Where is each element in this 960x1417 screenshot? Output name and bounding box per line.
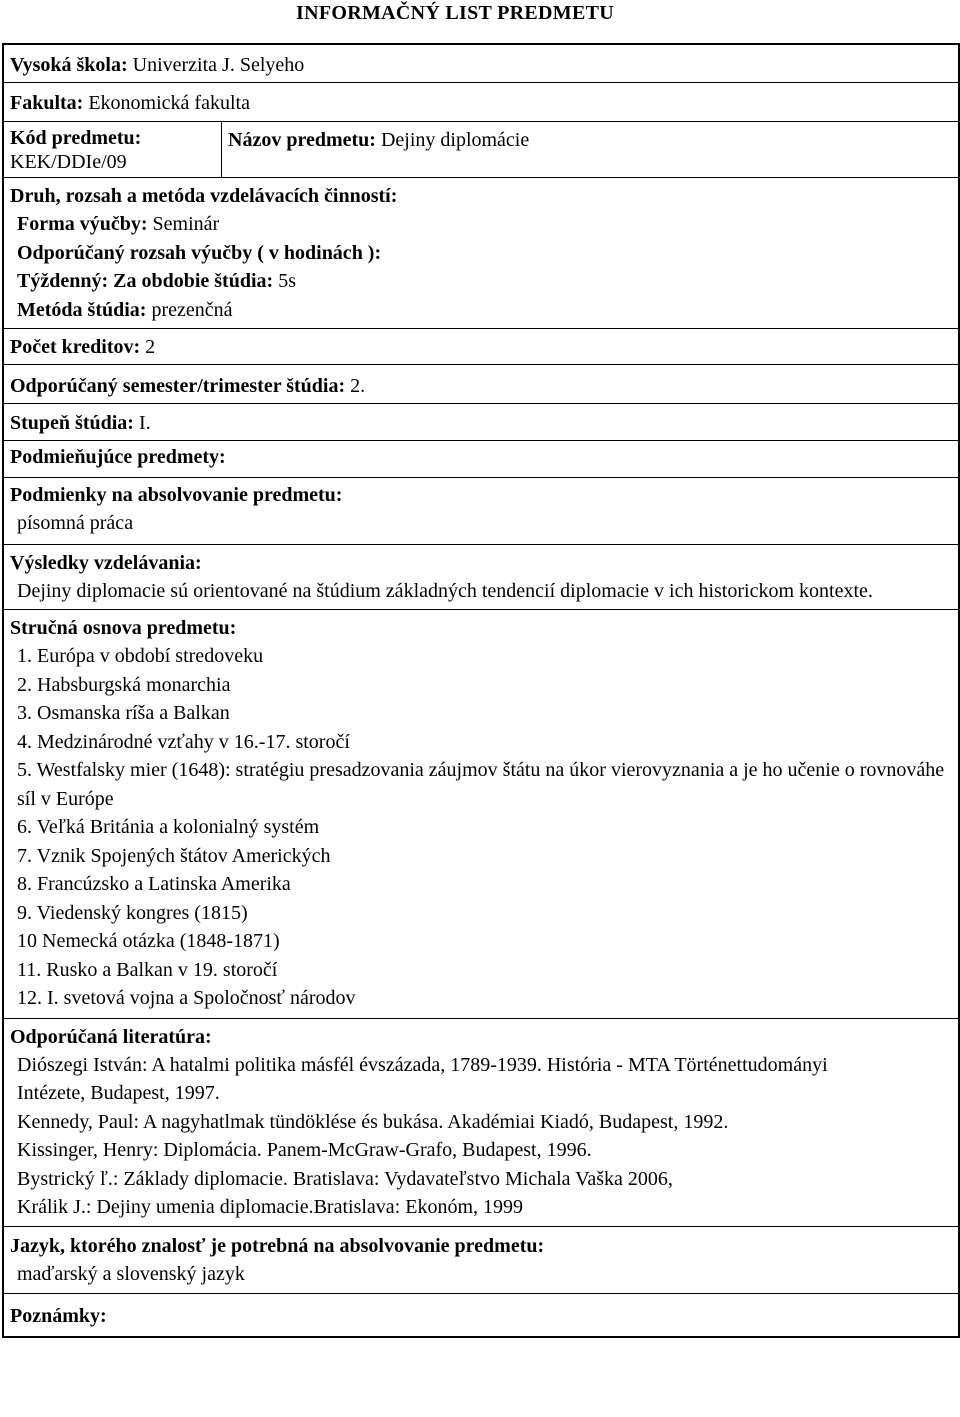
literature-row (4, 1019, 958, 1227)
syllabus-item: 11. Rusko a Balkan v 19. storočí (17, 958, 278, 981)
syllabus-item: 1. Európa v období stredoveku (17, 645, 264, 668)
period-value: 5s (278, 270, 296, 293)
notes-label: Poznámky: (10, 1304, 107, 1327)
syllabus-row (4, 610, 958, 1019)
method-line (10, 296, 952, 325)
literature-item: Králik J.: Dejiny umenia diplomacie.Bratislava: Ekonóm, 1999 (17, 1196, 524, 1219)
activities-row (4, 178, 958, 329)
syllabus-item: 10 Nemecká otázka (1848-1871) (17, 930, 280, 953)
language-label: Jazyk, ktorého znalosť je potrebná na absolvovanie predmetu: (10, 1234, 545, 1257)
credits-row (4, 329, 958, 365)
literature-item: Kissinger, Henry: Diplomácia. Panem-McGraw-Grafo, Budapest, 1996. (17, 1139, 592, 1162)
hours-label: Odporúčaný rozsah výučby ( v hodinách ): (17, 241, 382, 264)
method-label: Metóda štúdia: (17, 298, 147, 321)
literature-label: Odporúčaná literatúra: (10, 1025, 212, 1048)
info-sheet-table (2, 43, 960, 1338)
literature-item: Kennedy, Paul: A nagyhatlmak tündöklése és bukása. Akadémiai Kiadó, Budapest, 1992. (17, 1110, 729, 1133)
weekly-label: Týždenný: (17, 270, 109, 293)
syllabus-item: 6. Veľká Británia a kolonialný systém (17, 816, 320, 839)
activities-heading: Druh, rozsah a metóda vzdelávacích činností: (10, 185, 398, 207)
degree-value: I. (138, 412, 151, 435)
document-title: INFORMAČNÝ LIST PREDMETU (296, 2, 614, 24)
period-label: Za obdobie štúdia: (113, 270, 274, 293)
completion-label: Podmienky na absolvovanie predmetu: (10, 484, 343, 507)
semester-row (4, 365, 958, 404)
outcomes-label: Výsledky vzdelávania: (10, 552, 202, 575)
degree-label: Stupeň štúdia: (10, 412, 134, 435)
weekly-period-line (10, 267, 952, 296)
syllabus-item: 8. Francúzsko a Latinska Amerika (17, 873, 291, 896)
syllabus-item: 4. Medzinárodné vzťahy v 16.-17. storočí (17, 730, 350, 753)
faculty-row (4, 83, 958, 122)
syllabus-item: 7. Vznik Spojených štátov Amerických (17, 844, 331, 867)
language-row (4, 1227, 958, 1294)
outcomes-row (4, 545, 958, 610)
semester-value: 2. (350, 375, 366, 398)
school-value: Univerzita J. Selyeho (132, 54, 305, 76)
course-code-name-row (4, 122, 958, 178)
syllabus-item: 3. Osmanska ríša a Balkan (17, 702, 230, 725)
course-name-label: Názov predmetu: (228, 129, 376, 151)
completion-row (4, 478, 958, 545)
syllabus-item: 9. Viedenský kongres (1815) (17, 901, 248, 924)
course-code-cell (4, 122, 222, 177)
form-label: Forma výučby: (17, 213, 148, 235)
outcomes-value: Dejiny diplomacie sú orientované na štúdium základných tendencií diplomacie v ich historickom kontexte. (17, 580, 873, 603)
syllabus-item: 12. I. svetová vojna a Spoločnosť národov (17, 987, 356, 1010)
syllabus-item: 2. Habsburgská monarchia (17, 673, 231, 696)
completion-value: písomná práca (17, 512, 134, 535)
course-name-cell (222, 122, 958, 177)
prerequisites-row (4, 441, 958, 478)
notes-row (4, 1294, 958, 1336)
credits-value: 2 (145, 336, 156, 359)
faculty-label: Fakulta: (10, 92, 84, 114)
form-line (10, 210, 952, 239)
course-name-value: Dejiny diplomácie (380, 129, 530, 151)
course-code-value: KEK/DDIe/09 (10, 151, 127, 173)
semester-label: Odporúčaný semester/trimester štúdia: (10, 375, 346, 398)
school-label: Vysoká škola: (10, 54, 128, 76)
prerequisites-label: Podmieňujúce predmety: (10, 446, 226, 469)
method-value: prezenčná (151, 298, 233, 321)
degree-row (4, 404, 958, 441)
syllabus-label: Stručná osnova predmetu: (10, 617, 237, 640)
syllabus-item: 5. Westfalsky mier (1648): stratégiu presadzovania záujmov štátu na úkor vierovyznania a je ho učenie o rovnováhe síl v Európe (17, 759, 945, 810)
school-row (4, 45, 958, 83)
form-value: Seminár (152, 213, 220, 235)
literature-item: Bystrický ľ.: Základy diplomacie. Bratislava: Vydavateľstvo Michala Vaška 2006, (17, 1167, 673, 1190)
literature-item: Diószegi István: A hatalmi politika másfél évszázada, 1789-1939. História - MTA Történettudományi Intézete, Budapest, 1997. (17, 1053, 828, 1105)
language-value: maďarský a slovenský jazyk (17, 1262, 245, 1285)
faculty-value: Ekonomická fakulta (88, 92, 250, 114)
course-code-label: Kód predmetu: (10, 127, 142, 149)
credits-label: Počet kreditov: (10, 336, 141, 359)
